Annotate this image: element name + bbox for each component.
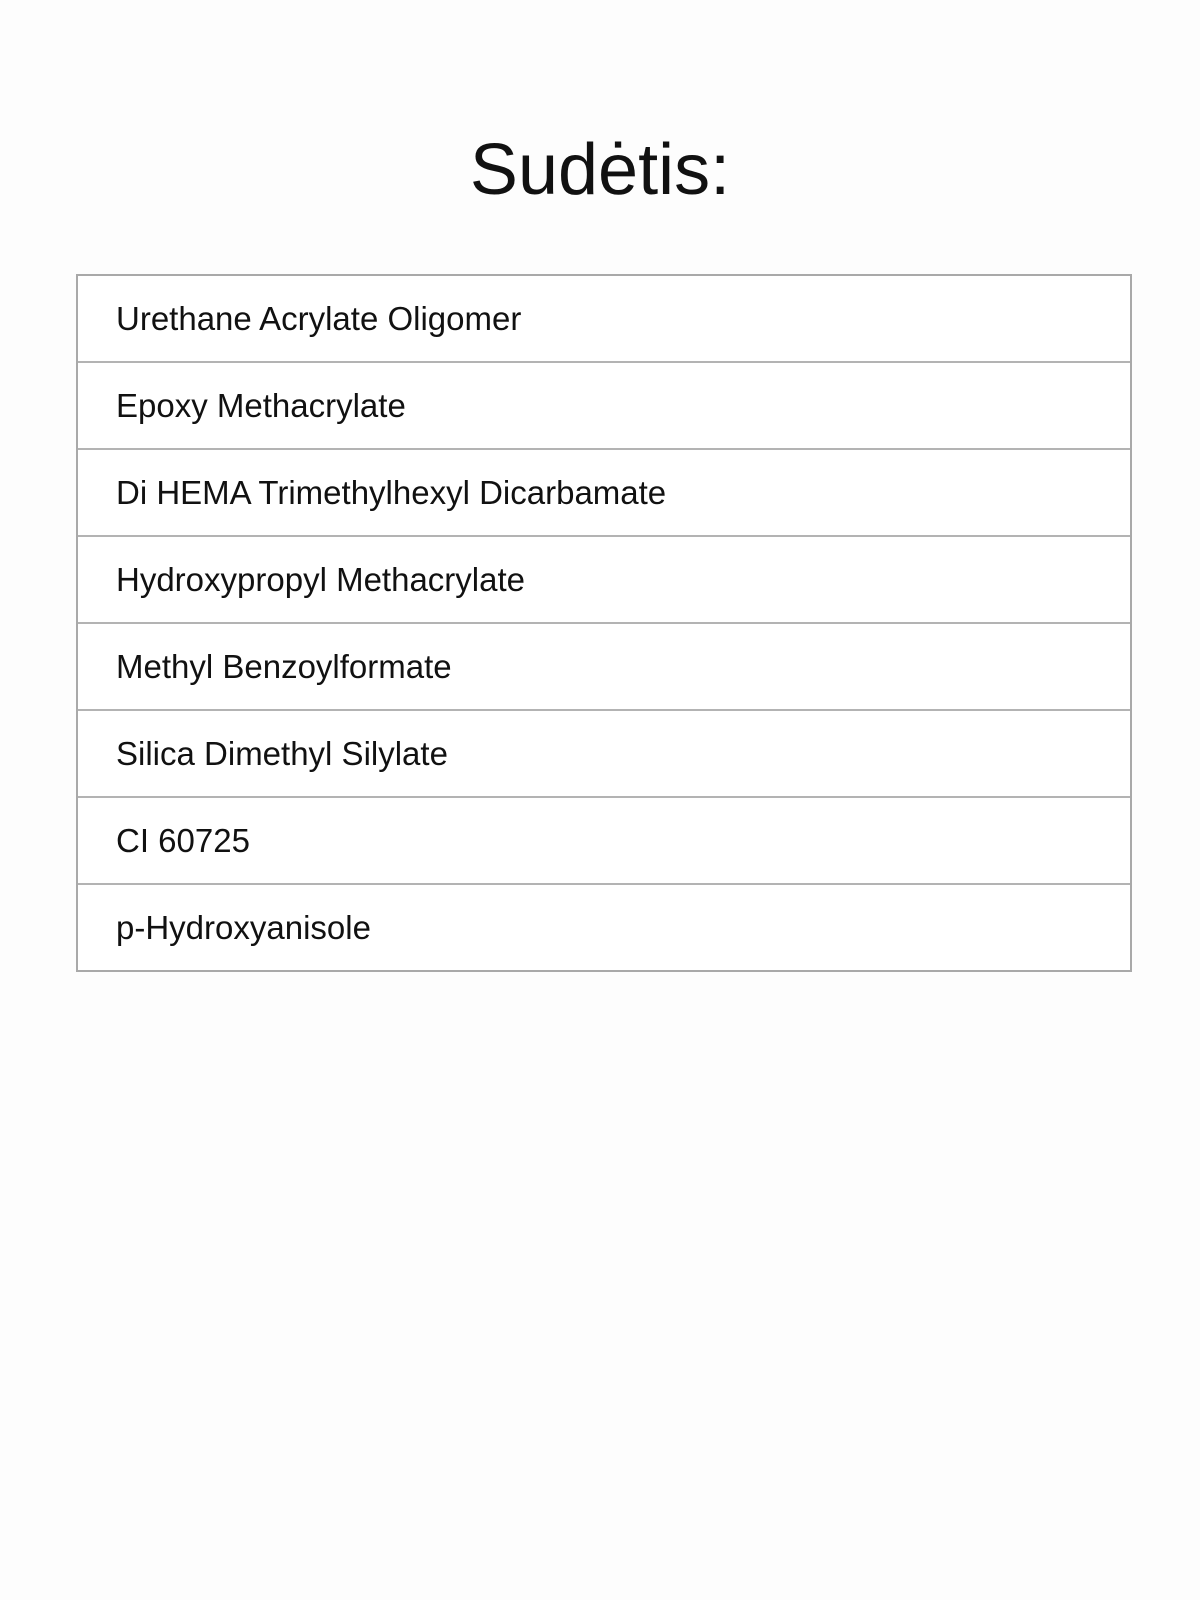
table-row: [78, 537, 1130, 624]
ingredient-name: CI 60725: [116, 821, 250, 859]
ingredient-name: Urethane Acrylate Oligomer: [116, 299, 522, 337]
table-row: [78, 363, 1130, 450]
table-row: [78, 885, 1130, 970]
table-row: [78, 798, 1130, 885]
ingredient-name: p-Hydroxyanisole: [116, 908, 371, 946]
table-row: [78, 450, 1130, 537]
table-row: [78, 711, 1130, 798]
ingredient-name: Di HEMA Trimethylhexyl Dicarbamate: [116, 473, 667, 511]
ingredient-name: Silica Dimethyl Silylate: [116, 734, 448, 772]
table-row: [78, 276, 1130, 363]
page-title: Sudėtis:: [469, 130, 731, 210]
ingredient-name: Hydroxypropyl Methacrylate: [116, 560, 525, 598]
ingredient-name: Epoxy Methacrylate: [116, 386, 406, 424]
ingredients-table: [76, 274, 1132, 972]
ingredient-name: Methyl Benzoylformate: [116, 647, 452, 685]
table-row: [78, 624, 1130, 711]
